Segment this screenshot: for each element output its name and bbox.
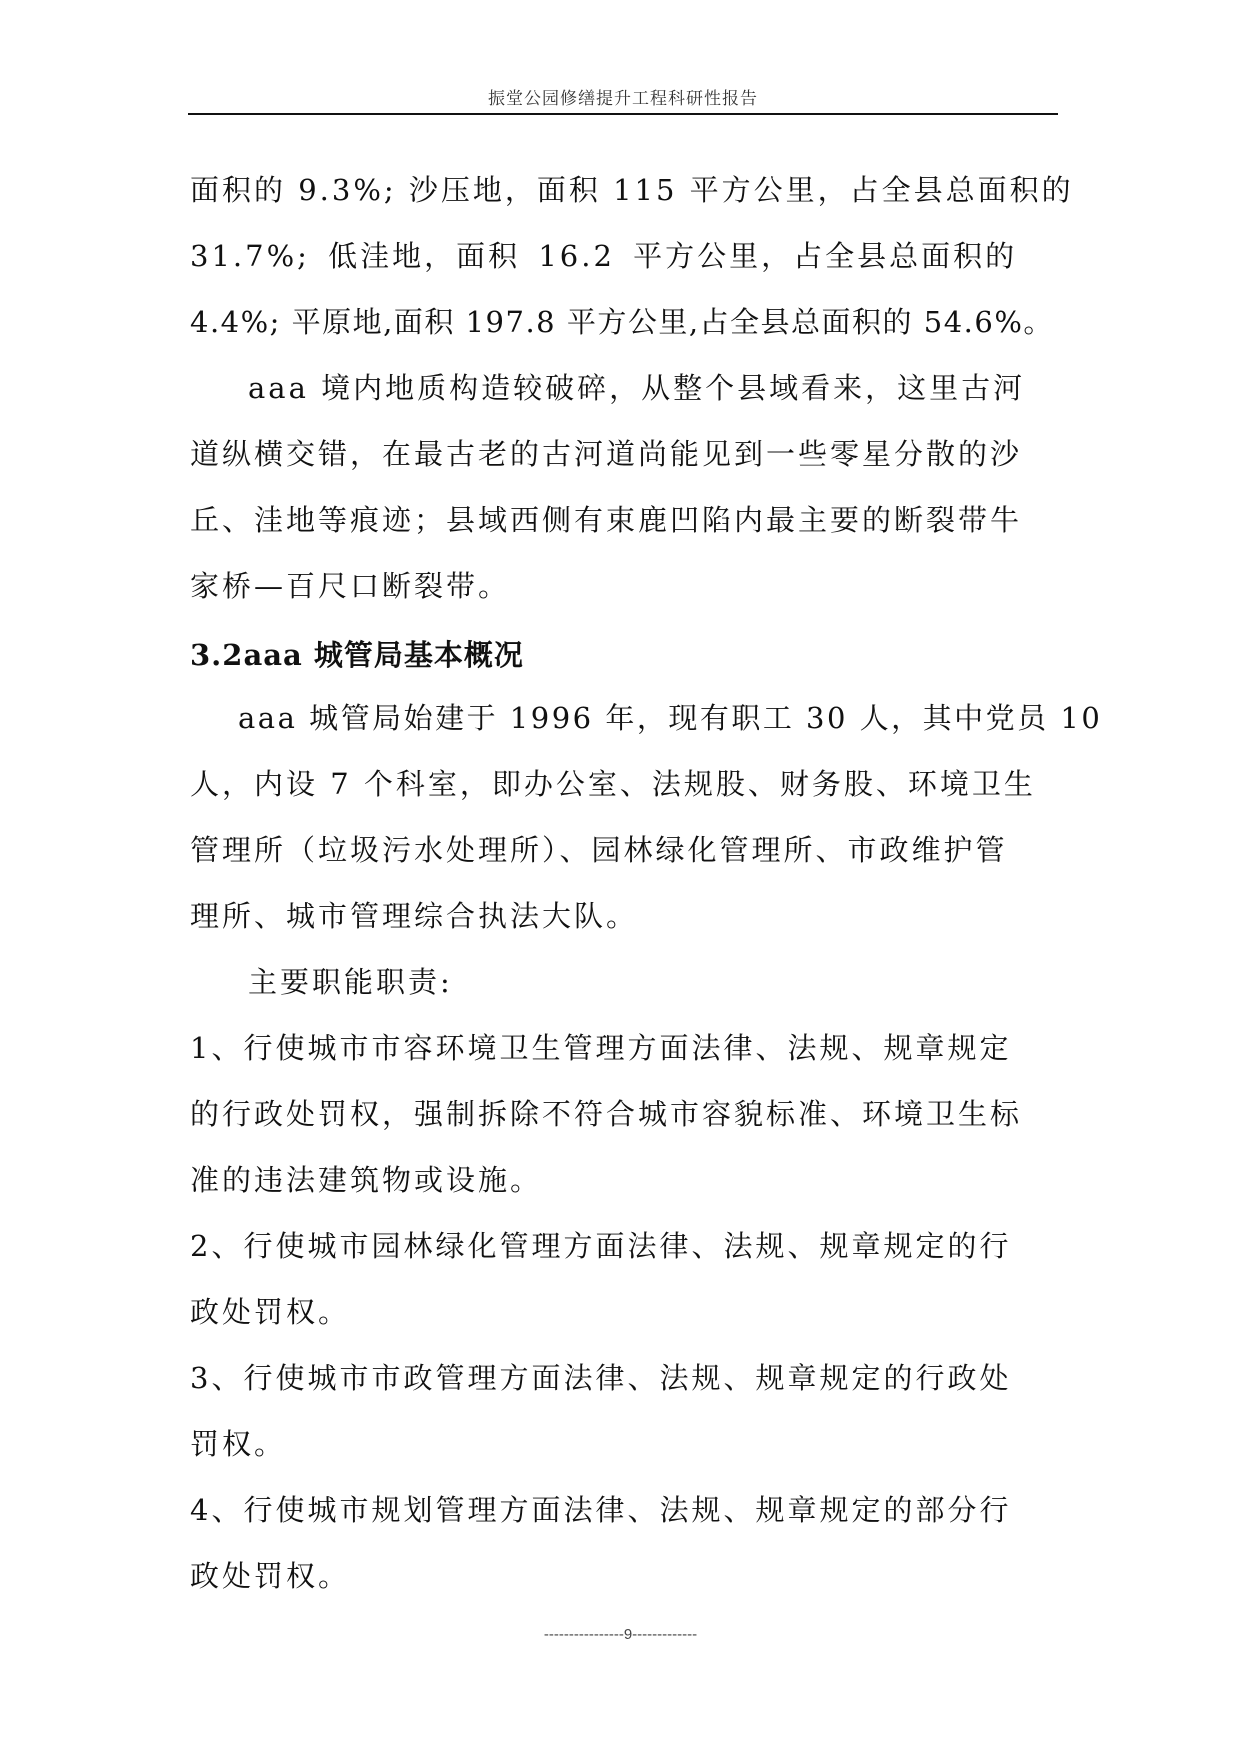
text-line: aaa 境内地质构造较破碎，从整个县域看来，这里古河 — [248, 371, 1026, 405]
paragraph-land-area — [190, 157, 1074, 355]
text-line: 主要职能职责: — [248, 965, 453, 999]
page-number-footer: ----------------9------------- — [543, 1626, 698, 1643]
text-line: 面积的 9.3%; 沙压地，面积 115 平方公里，占全县总面积的 — [190, 173, 1074, 207]
duties-label — [190, 949, 1060, 1015]
text-line: 罚权。 — [190, 1427, 287, 1461]
text-line: 管理所（垃圾污水处理所）、园林绿化管理所、市政维护管 — [190, 833, 1008, 867]
text-line: 1、行使城市市容环境卫生管理方面法律、法规、规章规定 — [190, 1031, 1012, 1065]
text-line: 丘、洼地等痕迹；县域西侧有束鹿凹陷内最主要的断裂带牛 — [190, 503, 1023, 537]
section-heading: 3.2aaa 城管局基本概况 — [190, 638, 524, 672]
duty-item-3 — [190, 1345, 1060, 1477]
text-line: aaa 城管局始建于 1996 年，现有职工 30 人，其中党员 10 — [238, 701, 1103, 735]
text-line: 3、行使城市市政管理方面法律、法规、规章规定的行政处 — [190, 1361, 1012, 1395]
duty-item-4 — [190, 1477, 1060, 1609]
running-header: 振堂公园修缮提升工程科研性报告 — [488, 89, 758, 109]
body-content — [190, 157, 1103, 1609]
text-line: 理所、城市管理综合执法大队。 — [190, 899, 639, 933]
paragraph-geology — [190, 355, 1060, 619]
header-rule — [188, 113, 1058, 115]
text-line: 政处罚权。 — [190, 1559, 351, 1593]
text-line: 2、行使城市园林绿化管理方面法律、法规、规章规定的行 — [190, 1229, 1012, 1263]
text-line: 的行政处罚权，强制拆除不符合城市容貌标准、环境卫生标 — [190, 1097, 1023, 1131]
paragraph-bureau-overview — [190, 685, 1103, 949]
duty-item-2 — [190, 1213, 1060, 1345]
text-line: 人，内设 7 个科室，即办公室、法规股、财务股、环境卫生 — [190, 767, 1036, 801]
text-line: 家桥—百尺口断裂带。 — [190, 569, 511, 603]
text-line: 准的违法建筑物或设施。 — [190, 1163, 543, 1197]
text-line: 4、行使城市规划管理方面法律、法规、规章规定的部分行 — [190, 1493, 1012, 1527]
text-line: 4.4%; 平原地,面积 197.8 平方公里,占全县总面积的 54.6%。 — [190, 305, 1054, 339]
text-line: 政处罚权。 — [190, 1295, 351, 1329]
duty-item-1 — [190, 1015, 1060, 1213]
text-line: 31.7%; 低洼地，面积 16.2 平方公里，占全县总面积的 — [190, 239, 1018, 273]
text-line: 道纵横交错，在最古老的古河道尚能见到一些零星分散的沙 — [190, 437, 1023, 471]
